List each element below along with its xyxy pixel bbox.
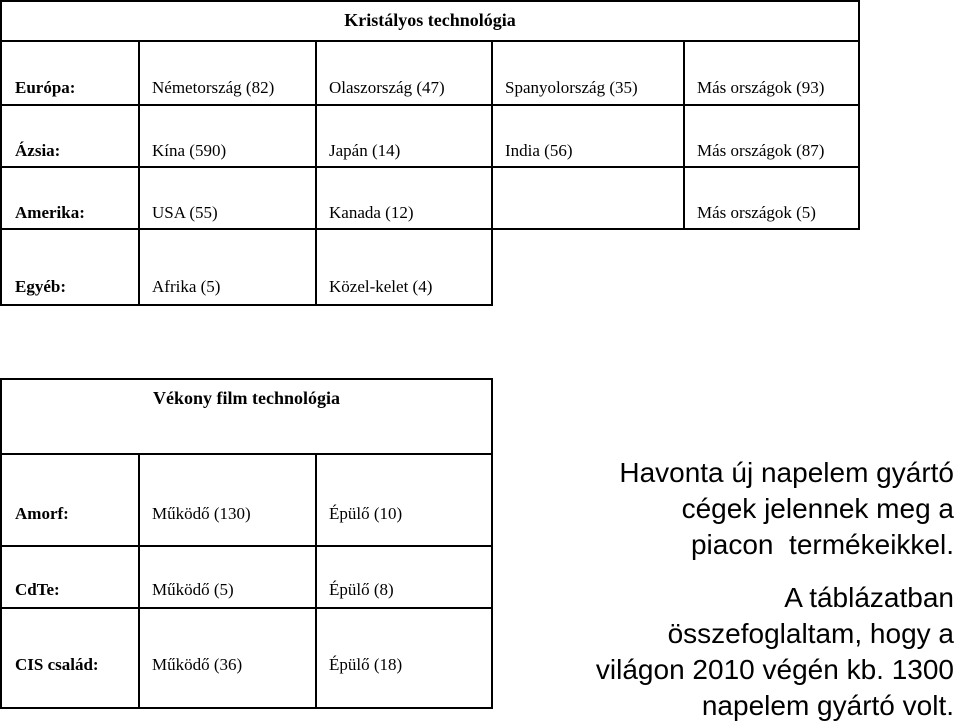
table-cell: Épülő (10)	[329, 504, 403, 523]
type-label: Amorf:	[15, 504, 69, 523]
table-cell: Közel-kelet (4)	[329, 277, 433, 296]
table-cell: Kanada (12)	[329, 203, 414, 222]
note-line: A táblázatban	[784, 582, 954, 613]
table-cell: Más országok (93)	[697, 78, 825, 97]
note-line: összefoglaltam, hogy a	[667, 618, 954, 649]
table-cell: India (56)	[505, 141, 573, 160]
table-cell: Olaszország (47)	[329, 78, 445, 97]
region-label: Amerika:	[15, 203, 85, 222]
note-line: cégek jelennek meg a	[681, 493, 954, 524]
type-label: CdTe:	[15, 580, 60, 599]
table-cell: Működő (5)	[152, 580, 234, 599]
table-cell: Más országok (87)	[697, 141, 825, 160]
table-cell: Kína (590)	[152, 141, 227, 160]
note-line: napelem gyártó volt.	[701, 690, 954, 721]
table-cell: Más országok (5)	[697, 203, 816, 222]
crystalline-title: Kristályos technológia	[344, 10, 516, 30]
table-cell: Épülő (8)	[329, 580, 394, 599]
note-line: világon 2010 végén kb. 1300	[595, 654, 954, 685]
table-cell: Németország (82)	[152, 78, 275, 97]
table-cell: Épülő (18)	[329, 655, 403, 674]
region-label: Európa:	[15, 78, 76, 97]
table-cell: Működő (130)	[152, 504, 251, 523]
note-paragraph-1	[534, 455, 954, 563]
note-paragraph-2	[514, 580, 954, 724]
table-cell: Japán (14)	[329, 141, 401, 160]
thinfilm-title: Vékony film technológia	[153, 388, 340, 408]
type-label: CIS család:	[15, 655, 99, 674]
table-cell: Afrika (5)	[152, 277, 221, 296]
region-label: Ázsia:	[15, 141, 61, 160]
table-cell: Működő (36)	[152, 655, 243, 674]
table-cell: Spanyolország (35)	[505, 78, 638, 97]
note-line: Havonta új napelem gyártó	[619, 457, 954, 488]
note-line: piacon termékeikkel.	[690, 529, 954, 560]
table-cell: USA (55)	[152, 203, 218, 222]
region-label: Egyéb:	[15, 277, 66, 296]
